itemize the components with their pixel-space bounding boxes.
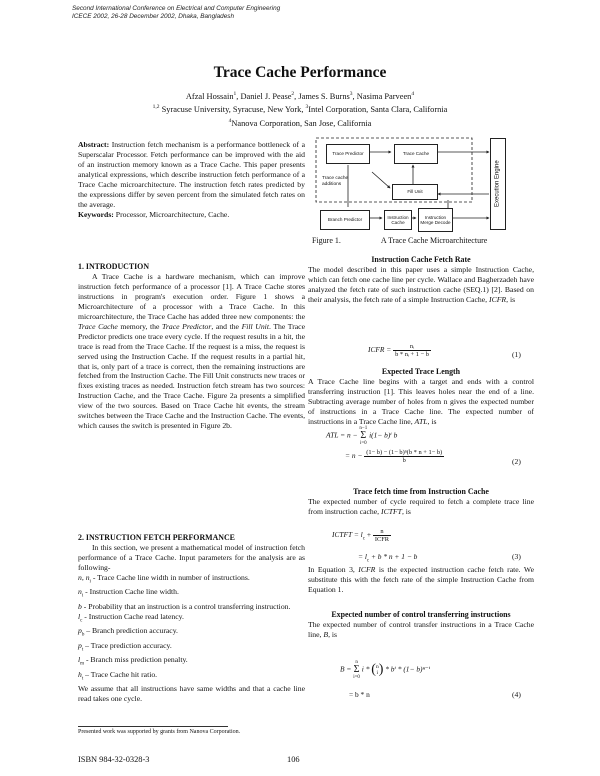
term-trace-cache: Trace Cache: [78, 321, 118, 331]
affil-mark-3: 3: [305, 104, 309, 111]
intro-text-a: A Trace Cache is a hardware mechanism, which can improve instruction fetch performance of a processor [1]. A Trace Cache stores instructions in program's execution order. Figure 1 shows a Microarchitecture of a processor with a Trace Cache. In this microarchitecture, the Trace Cache has added three new components: the: [78, 271, 305, 321]
author-block: [0, 89, 600, 129]
figure-1-diagram: [308, 132, 530, 232]
icfr-symbol: ICFR: [489, 294, 507, 304]
section-2-heading: 2. INSTRUCTION FETCH PERFORMANCE: [78, 533, 235, 542]
conference-header-line1: Second International Conference on Electrical and Computer Engineering: [72, 5, 281, 12]
affiliation-line-1: [0, 102, 600, 115]
instruction-cache-box: Instruction Cache: [384, 210, 412, 230]
author-2: , Daniel J. Pease: [236, 91, 292, 101]
right-column-top: [308, 255, 534, 305]
icfr-text: The model described in this paper uses a simple Instruction Cache, which can fetch one cache line per cycle. Wallace and Bagherzadeh have analyzed the fetch rate of such instruction cache (SEQ.1) [2]. Based on their analysis, the fetch rate of a simple Instruction Cache,: [308, 264, 534, 304]
right-paren-icon: ): [378, 662, 384, 677]
section-1-heading: 1. INTRODUCTION: [78, 262, 150, 271]
paragraph-ictft: [308, 497, 534, 517]
eq1-denominator: b * nᵢ + 1 − b: [395, 351, 429, 358]
eq3-line2-sub: c: [366, 558, 370, 564]
ictft-text-end: , is: [401, 506, 411, 516]
parameter-subscript: m: [80, 661, 85, 667]
assumption-text: We assume that all instructions have same widths and that a cache line read takes one cycle.: [78, 684, 305, 704]
parameter-description: - Instruction Cache read latency.: [82, 611, 184, 621]
author-4: , Nasima Parveen: [352, 91, 412, 101]
eq3-lhs-sub: c: [362, 536, 365, 542]
affil-mark-4: 4: [228, 117, 232, 124]
parameter-description: - Branch miss prediction penalty.: [84, 655, 188, 665]
eq3-note-symbol: ICFR: [358, 565, 376, 574]
parameter-subscript: t: [81, 647, 84, 653]
figure-1-caption: [312, 236, 487, 245]
eq4-sum-top: n: [355, 660, 358, 665]
eq4-binom-top: n: [375, 664, 379, 670]
figure-1-number: Figure 1.: [312, 236, 341, 245]
eq4-sum: [353, 660, 360, 680]
author-3: , James S. Burns: [294, 91, 350, 101]
atl-text: A Trace Cache line begins with a target and ends with a control transferring instruction [1]. This leaves holes near the end of a line. Subtracting average number of holes from n gives the expected number of instructions in a Trace Cache line. The expected number of instructions in a Trace Cache line,: [308, 376, 534, 426]
footnote-rule: [78, 726, 228, 727]
ictft-text: The expected number of cycle required to fetch a complete trace line from instruction cache,: [308, 496, 534, 516]
parameter-symbol: h: [78, 669, 82, 679]
eq3-note-end: is the expected instruction cache fetch rate. We substitute this with the fetch rate of the simple Instruction Cache from Equation 1.: [308, 565, 534, 594]
trace-predictor-box: Trace Predictor: [326, 144, 370, 164]
heading-control-transfers: Expected number of control transferring instructions: [331, 610, 511, 619]
trace-cache-additions-label: Trace cache additions: [322, 176, 349, 187]
parameter-subscript: i: [81, 593, 84, 599]
parameter-item: [78, 655, 305, 669]
parameter-description: - Instruction Cache line width.: [83, 587, 179, 597]
ictft-symbol: ICTFT: [381, 506, 402, 516]
author-4-mark: 4: [411, 91, 415, 97]
abstract-text: Instruction fetch mechanism is a performance bottleneck of a Superscalar Processor. Fetch performance can be improved with the aid of an instruction memory known as a Trace Cache. This paper presents analytical expressions, which describe instruction fetch performance of a Trace Cache microarchitecture. The instruction fetch rates predicted by the expressions differ by seven percent from the simulated fetch rates on the average.: [78, 140, 305, 209]
conference-header: [72, 5, 280, 21]
parameter-subscript: t: [81, 676, 84, 682]
affil-syracuse: Syracuse University, Syracuse, New York,: [159, 105, 306, 115]
parameter-symbol: p: [78, 626, 82, 636]
parameter-symbol: p: [78, 640, 82, 650]
icfr-text-end: , is: [506, 294, 516, 304]
abstract-label: Abstract:: [78, 140, 110, 149]
sigma-icon: Σ: [353, 664, 360, 675]
paragraph-icfr: [308, 265, 534, 305]
parameter-item: [78, 602, 305, 612]
equation-4-number: (4): [512, 690, 521, 699]
eq4-lhs: B =: [340, 664, 352, 674]
parameter-symbol: n, n: [78, 572, 90, 582]
affil-intel: Intel Corporation, Santa Clara, California: [308, 105, 448, 115]
right-column-ictft: [308, 487, 534, 517]
parameter-symbol: n: [78, 587, 82, 597]
equation-2-number: (2): [512, 457, 521, 466]
author-1-mark: 1: [233, 91, 237, 97]
left-paren-icon: (: [371, 662, 376, 677]
equation-1: [368, 343, 431, 358]
eq4-sum-bottom: i=0: [353, 675, 360, 680]
eq4-rest: * bⁱ * (1− b)ⁿ⁻ⁱ: [385, 664, 431, 674]
parameter-description: - Trace Cache line width in number of instructions.: [90, 572, 250, 582]
right-column-eq3-note: [308, 565, 534, 595]
eq3-line2-a: = l: [358, 552, 367, 561]
eq2-denominator: b: [402, 457, 406, 464]
ctrl-text: The expected number of control transfer instructions in a Trace Cache line,: [308, 619, 534, 639]
footnote: Presented work was supported by grants from Nanova Corporation.: [78, 729, 241, 735]
equation-3-line-2: [358, 552, 417, 563]
trace-cache-box: Trace Cache: [394, 144, 438, 164]
ctrl-text-end: , is: [328, 629, 338, 639]
parameter-item: [78, 573, 305, 587]
eq3-numerator: n: [373, 528, 391, 536]
eq3-line2-b: + b * n + 1 − b: [369, 552, 418, 561]
eq4-body: i *: [361, 664, 370, 674]
parameter-symbol: l: [78, 655, 81, 665]
parameter-subscript: b: [81, 632, 85, 638]
author-3-mark: 3: [349, 91, 353, 97]
right-column-ctrl: [308, 610, 534, 640]
atl-symbol: ATL: [414, 416, 428, 426]
section-introduction: [78, 262, 305, 431]
equation-2-line-2: [345, 449, 444, 464]
equation-4-line-2: = b * n: [349, 690, 370, 699]
parameter-item: [78, 587, 305, 601]
parameter-subscript: c: [80, 618, 83, 624]
affiliation-line-2: [0, 116, 600, 129]
parameter-item: [78, 670, 305, 684]
affil-nanova: Nanova Corporation, San Jose, California: [231, 118, 372, 128]
page-number: 106: [287, 755, 300, 764]
term-fill-unit: Fill Unit: [241, 321, 269, 331]
execution-engine-box: Execution Engine: [490, 138, 506, 230]
equation-2-line-1: [326, 426, 397, 446]
eq2-numerator: (1− b) − (1− b)ⁿ(b * n + 1− b): [366, 449, 443, 456]
equation-4-line-1: [340, 660, 430, 680]
sigma-icon: Σ: [360, 430, 367, 441]
parameter-list: [78, 573, 305, 684]
eq2-line2-lhs: = n −: [345, 451, 363, 461]
author-2-mark: 2: [291, 91, 295, 97]
abstract: [78, 140, 305, 220]
merge-decode-box: Instruction Merge Decode: [418, 208, 453, 232]
parameter-symbol: b: [78, 601, 82, 611]
eq3-note-text: In Equation 3,: [308, 565, 359, 574]
eq1-lhs: ICFR =: [368, 345, 394, 355]
eq3-plus: +: [364, 530, 373, 540]
parameter-item: [78, 641, 305, 655]
equation-3-line-1: [332, 528, 391, 543]
right-column-atl: [308, 367, 534, 427]
section-fetch-performance: [78, 533, 305, 704]
parameter-symbol: l: [78, 611, 81, 621]
term-trace-predictor: Trace Predictor: [162, 321, 212, 331]
eq2-sum: [359, 426, 367, 446]
affil-mark-12: 1,2: [152, 104, 160, 111]
heading-expected-trace-length: Expected Trace Length: [381, 367, 461, 376]
figure-1-title: A Trace Cache Microarchitecture: [380, 236, 488, 245]
atl-text-end: , is: [427, 416, 437, 426]
paragraph-eq3-note: [308, 565, 534, 595]
parameter-subscript: i: [89, 579, 91, 585]
keywords-text: Processor, Microarchitecture, Cache.: [113, 209, 230, 219]
branch-predictor-box: Branch Predictor: [320, 210, 370, 230]
intro-paragraph: [78, 272, 305, 431]
eq4-binom-bottom: i: [376, 670, 379, 676]
section-2-intro: In this section, we present a mathematical model of instruction fetch performance of a Trace Cache. Input parameters for the analysis are as following-: [78, 542, 305, 572]
parameter-item: [78, 626, 305, 640]
keywords-label: Keywords:: [78, 209, 114, 219]
parameter-description: – Trace prediction accuracy.: [83, 640, 172, 650]
intro-text-d: . The Trace Predictor predicts one trace every cycle. If the request results in a hit, the trace is read from the Trace Cache. If the request is a miss, the request is served using the Instruction Cache. If the request results in a partial hit, that is, only part of a trace is correct, then the remaining instructions are fetched from the Instruction Cache. The Fill Unit constructs new traces or fixes existing traces as needed. Instruction fetch stream has two sources: Instruction Cache, and the Trace Cache. Figure 2a presents a simplified view of the two sources. Based on Trace Cache hit events, the stream switches between the Trace Cache and the Instruction Cache. The events, which causes the switch is presented in Figure 2b.: [78, 321, 306, 431]
paper-title: Trace Cache Performance: [213, 64, 387, 81]
eq1-numerator: nᵢ: [393, 343, 431, 351]
equation-3-number: (3): [512, 552, 521, 561]
paragraph-atl: [308, 377, 534, 427]
eq2-sum-body: i(1− b)ⁱ b: [369, 430, 398, 440]
author-names: [0, 89, 600, 102]
eq2-sum-bottom: i=0: [359, 441, 367, 446]
fill-unit-box: Fill Unit: [392, 184, 438, 200]
paragraph-control-transfers: [308, 620, 534, 640]
parameter-description: - Probability that an instruction is a control transferring instruction.: [81, 601, 291, 611]
parameter-item: [78, 612, 305, 626]
eq3-denominator: ICFR: [374, 536, 390, 543]
parameter-description: – Trace Cache hit ratio.: [83, 669, 158, 679]
heading-icache-fetch-rate: Instruction Cache Fetch Rate: [371, 255, 471, 264]
eq2-sum-top: n−1: [359, 426, 368, 431]
intro-text-b: memory, the: [117, 321, 163, 331]
parameter-description: – Branch prediction accuracy.: [84, 626, 178, 636]
eq3-lhs: ICTFT = l: [332, 530, 363, 540]
equation-1-number: (1): [512, 350, 521, 359]
author-1: Afzal Hossain: [185, 91, 234, 101]
conference-header-line2: ICECE 2002, 26-28 December 2002, Dhaka, Bangladesh: [72, 13, 234, 21]
isbn: ISBN 984-32-0328-3: [78, 755, 150, 764]
intro-text-c: , and the: [211, 321, 242, 331]
heading-trace-fetch-time: Trace fetch time from Instruction Cache: [353, 487, 489, 496]
eq2-lhs: ATL = n −: [326, 430, 358, 440]
ctrl-symbol: B: [323, 629, 329, 639]
